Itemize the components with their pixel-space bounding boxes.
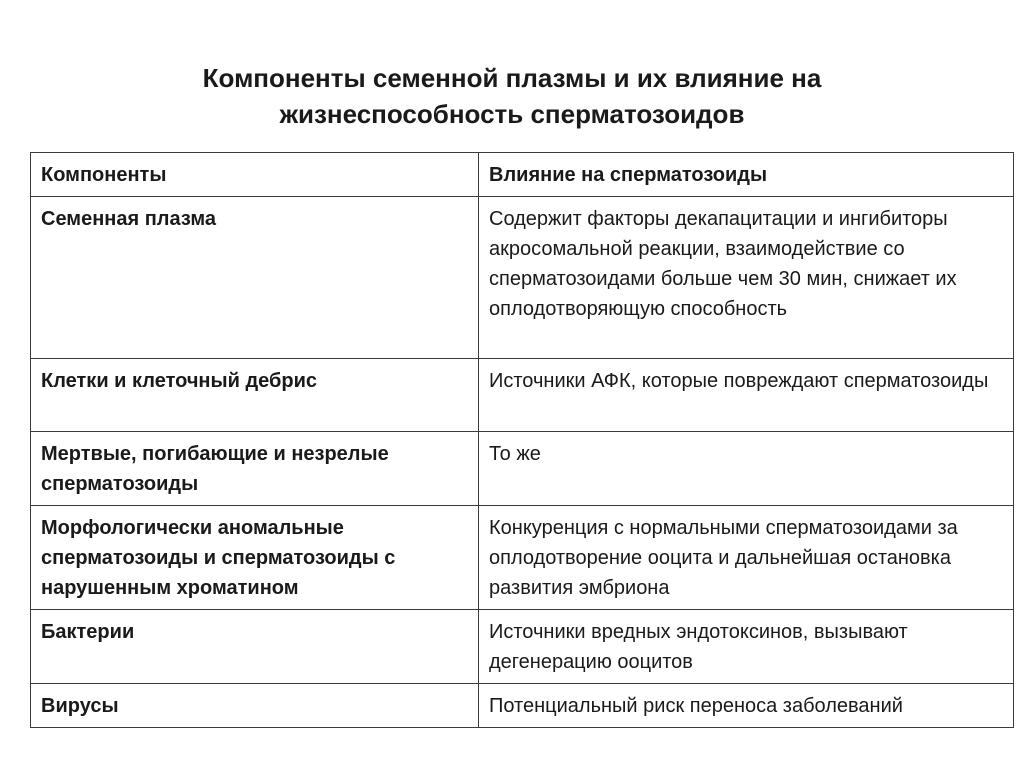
table-header-row [31, 153, 1014, 197]
table-row [31, 684, 1014, 728]
header-components: Компоненты [31, 153, 479, 197]
page-title [0, 60, 1024, 132]
table-row [31, 359, 1014, 432]
cell-effect: Содержит факторы декапацитации и ингибиторы акросомальной реакции, взаимодействие со сперматозоидами больше чем 30 мин, снижает их оплодотворяющую способность [479, 197, 1014, 359]
header-effect: Влияние на сперматозоиды [479, 153, 1014, 197]
cell-effect: Потенциальный риск переноса заболеваний [479, 684, 1014, 728]
components-table [30, 152, 1014, 728]
cell-effect: Конкуренция с нормальными сперматозоидами за оплодотворение ооцита и дальнейшая остановка развития эмбриона [479, 506, 1014, 610]
cell-component: Семенная плазма [31, 197, 479, 359]
cell-component: Клетки и клеточный дебрис [31, 359, 479, 432]
cell-effect: Источники вредных эндотоксинов, вызывают дегенерацию ооцитов [479, 610, 1014, 684]
table-row [31, 610, 1014, 684]
table-row [31, 506, 1014, 610]
cell-component: Морфологически аномальные сперматозоиды и сперматозоиды с нарушенным хроматином [31, 506, 479, 610]
cell-component: Мертвые, погибающие и незрелые сперматозоиды [31, 432, 479, 506]
cell-effect: Источники АФК, которые повреждают сперматозоиды [479, 359, 1014, 432]
table-row [31, 432, 1014, 506]
page-title-line-2: жизнеспособность сперматозоидов [279, 99, 745, 129]
table-row [31, 197, 1014, 359]
cell-component: Вирусы [31, 684, 479, 728]
cell-component: Бактерии [31, 610, 479, 684]
cell-effect: То же [479, 432, 1014, 506]
page-title-line-1: Компоненты семенной плазмы и их влияние на [202, 63, 822, 93]
